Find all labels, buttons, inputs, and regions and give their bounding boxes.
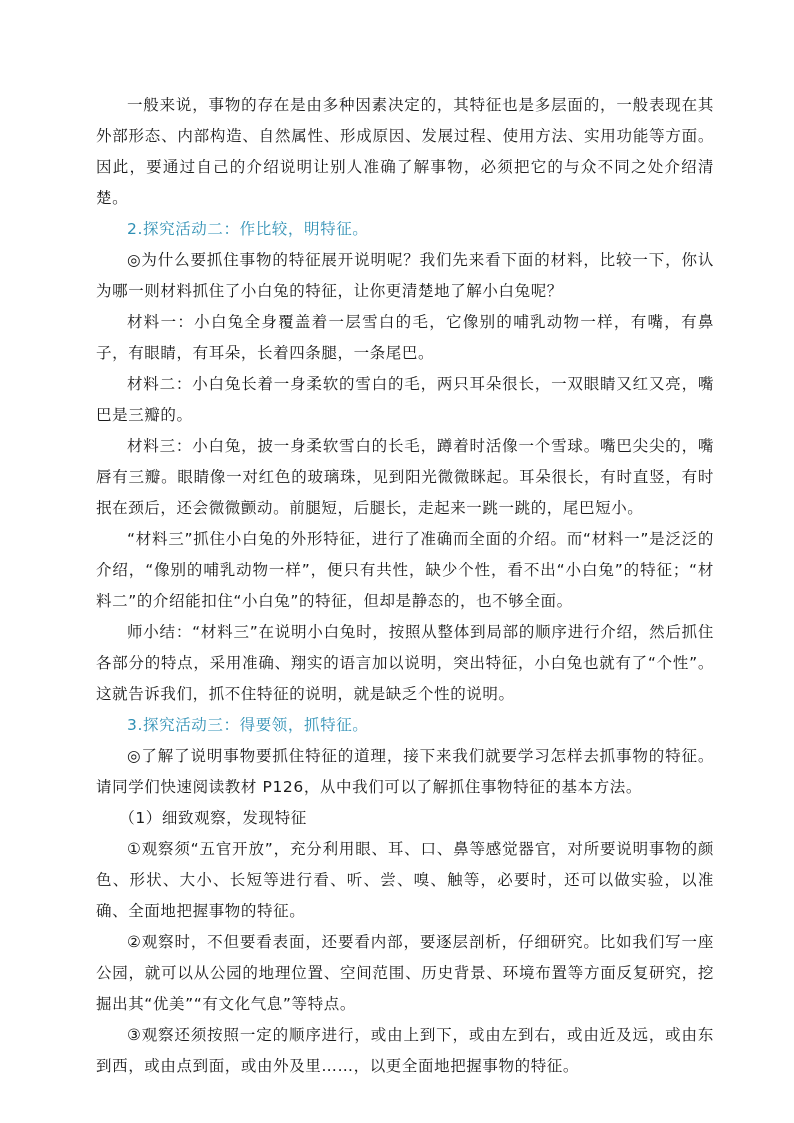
activity-three-intro: ◎了解了说明事物要抓住特征的道理，接下来我们就要学习怎样去抓事物的特征。请同学们快速阅读教材 P126，从中我们可以了解抓住事物特征的基本方法。 <box>96 747 714 796</box>
material-three: 材料三：小白兔，披一身柔软雪白的长毛，蹲着时活像一个雪球。嘴巴尖尖的，嘴唇有三瓣。眼睛像一对红色的玻璃珠，见到阳光微微眯起。耳朵很长，有时直竖，有时抿在颈后，还会微微颤动。前腿短，后腿长，走起来一跳一跳的，尾巴短小。 <box>96 437 714 517</box>
material-two: 材料二：小白兔长着一身柔软的雪白的毛，两只耳朵很长，一双眼睛又红又亮，嘴巴是三瓣的。 <box>96 375 714 424</box>
observation-point-one: ①观察须“五官开放”，充分利用眼、耳、口、鼻等感觉器官，对所要说明事物的颜色、形状、大小、长短等进行看、听、尝、嗅、触等，必要时，还可以做实验，以准确、全面地把握事物的特征。 <box>96 840 714 920</box>
document-page <box>96 90 714 1082</box>
materials-comparison: “材料三”抓住小白兔的外形特征，进行了准确而全面的介绍。而“材料一”是泛泛的介绍，“像别的哺乳动物一样”，便只有共性，缺少个性，看不出“小白兔”的特征；“材料二”的介绍能扣住“小白兔”的特征，但却是静态的，也不够全面。 <box>96 530 714 610</box>
intro-paragraph: 一般来说，事物的存在是由多种因素决定的，其特征也是多层面的，一般表现在其外部形态、内部构造、自然属性、形成原因、发展过程、使用方法、实用功能等方面。因此，要通过自己的介绍说明让别人准确了解事物，必须把它的与众不同之处介绍清楚。 <box>96 96 714 207</box>
activity-two-heading: 2.探究活动二：作比较，明特征。 <box>127 220 369 238</box>
activity-two-question: ◎为什么要抓住事物的特征展开说明呢？我们先来看下面的材料，比较一下，你认为哪一则材料抓住了小白兔的特征，让你更清楚地了解小白兔呢？ <box>96 251 714 300</box>
method-one-title: （1）细致观察，发现特征 <box>119 809 307 827</box>
observation-point-two: ②观察时，不但要看表面，还要看内部，要逐层剖析，仔细研究。比如我们写一座公园，就可以从公园的地理位置、空间范围、历史背景、环境布置等方面反复研究，挖掘出其“优美”“有文化气息”等特点。 <box>96 933 714 1013</box>
teacher-summary: 师小结：“材料三”在说明小白兔时，按照从整体到局部的顺序进行介绍，然后抓住各部分的特点，采用准确、翔实的语言加以说明，突出特征，小白兔也就有了“个性”。这就告诉我们，抓不住特征的说明，就是缺乏个性的说明。 <box>96 623 714 703</box>
activity-three-heading: 3.探究活动三：得要领，抓特征。 <box>127 716 369 734</box>
observation-point-three: ③观察还须按照一定的顺序进行，或由上到下，或由左到右，或由近及远，或由东到西，或由点到面，或由外及里……，以更全面地把握事物的特征。 <box>96 1026 714 1075</box>
material-one: 材料一：小白兔全身覆盖着一层雪白的毛，它像别的哺乳动物一样，有嘴，有鼻子，有眼睛，有耳朵，长着四条腿，一条尾巴。 <box>96 313 714 362</box>
